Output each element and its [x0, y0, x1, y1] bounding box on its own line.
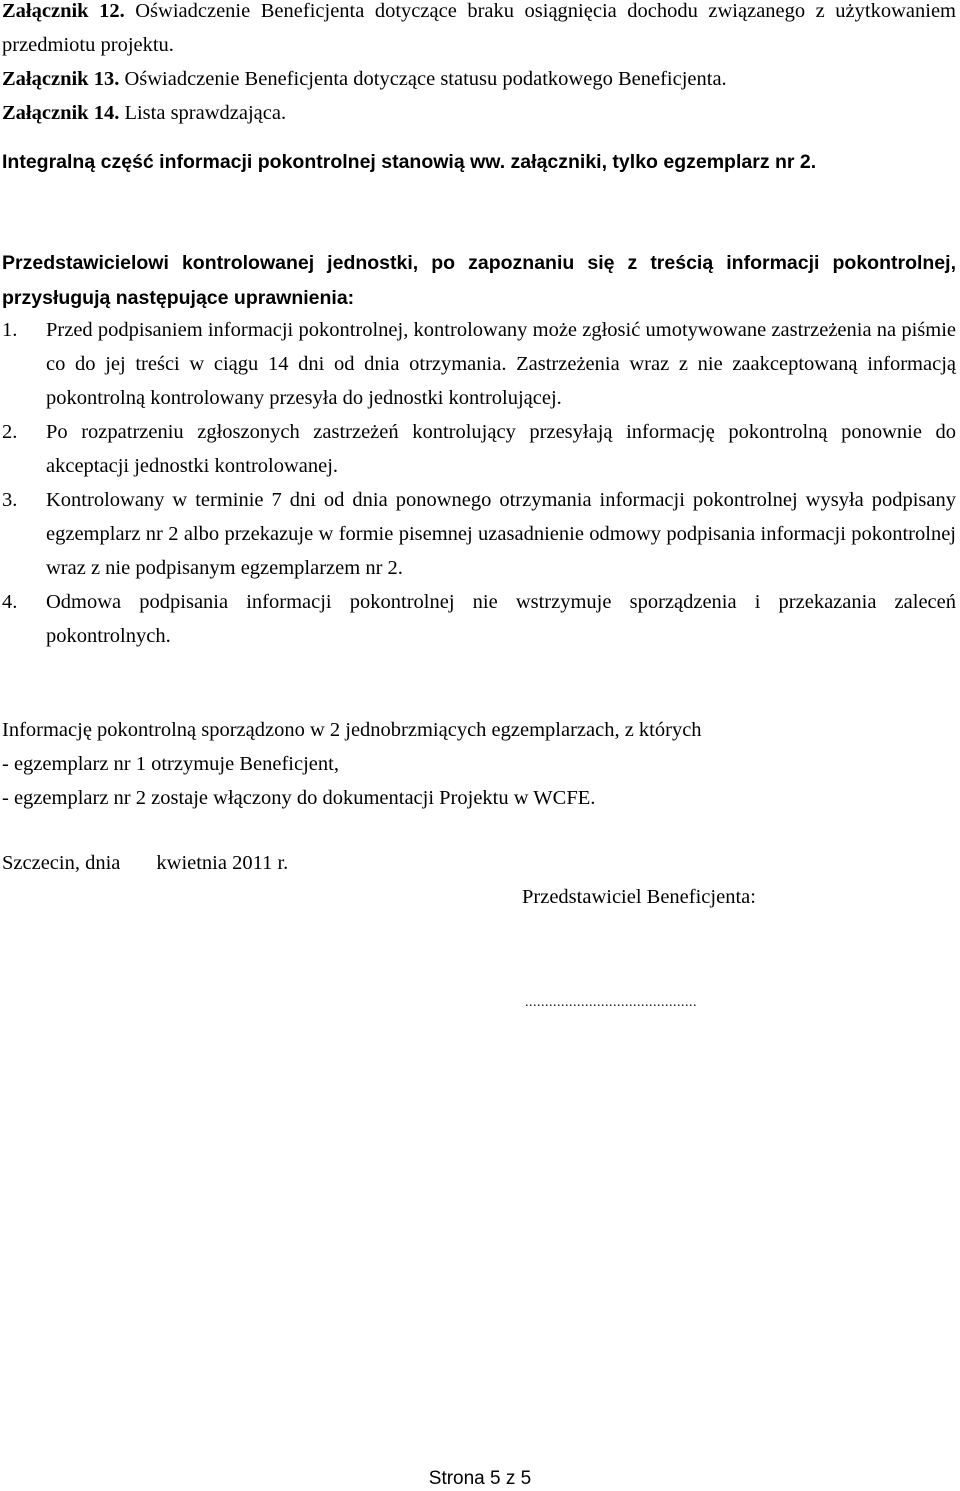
rights-intro: Przedstawicielowi kontrolowanej jednostki, po zapoznaniu się z treścią informacji pokontrolnej, przysługują następujące uprawnienia: — [2, 252, 956, 309]
annex-item-13 — [2, 62, 956, 96]
rights-item-text: Przed podpisaniem informacji pokontrolnej, kontrolowany może zgłosić umotywowane zastrzeżenia na piśmie co do jej treści w ciągu 14 dni od dnia otrzymania. Zastrzeżenia wraz z nie zaakceptowaną informacją pokontrolną kontrolowany przesyła do jednostki kontrolującej. — [46, 319, 956, 409]
annex-text: Oświadczenie Beneficjenta dotyczące statusu podatkowego Beneficjenta. — [124, 68, 727, 90]
copies-intro: Informację pokontrolną sporządzono w 2 jednobrzmiących egzemplarzach, z których — [2, 719, 702, 741]
rights-item — [2, 483, 956, 585]
place-date: kwietnia 2011 r. — [156, 852, 289, 874]
rights-item-number: 4. — [2, 591, 18, 613]
annex-text: Oświadczenie Beneficjenta dotyczące braku osiągnięcia dochodu związanego z użytkowaniem przedmiotu projektu. — [2, 0, 956, 56]
integral-note: Integralną część informacji pokontrolnej stanowią ww. załączniki, tylko egzemplarz nr 2. — [2, 151, 817, 173]
signature-line: ........................................... — [525, 995, 697, 1010]
annex-list — [2, 0, 956, 130]
rights-item-text: Odmowa podpisania informacji pokontrolnej nie wstrzymuje sporządzenia i przekazania zaleceń pokontrolnych. — [46, 591, 956, 647]
rights-item — [2, 415, 956, 483]
copies-item: - egzemplarz nr 2 zostaje włączony do dokumentacji Projektu w WCFE. — [2, 787, 596, 809]
signature-label: Przedstawiciel Beneficjenta: — [522, 886, 756, 908]
rights-item-text: Po rozpatrzeniu zgłoszonych zastrzeżeń kontrolujący przesyłają informację pokontrolną ponownie do akceptacji jednostki kontrolowanej. — [46, 421, 956, 477]
copies-section — [2, 713, 956, 815]
rights-list — [2, 313, 956, 653]
annex-prefix: Załącznik 14. — [2, 102, 120, 124]
place-city: Szczecin, dnia — [2, 852, 121, 874]
annex-prefix: Załącznik 12. — [2, 0, 125, 22]
rights-item-text: Kontrolowany w terminie 7 dni od dnia ponownego otrzymania informacji pokontrolnej wysyła podpisany egzemplarz nr 2 albo przekazuje w formie pisemnej uzasadnienie odmowy podpisania informacji pokontrolnej wraz z nie podpisanym egzemplarzem nr 2. — [46, 489, 956, 579]
place-and-date — [2, 846, 288, 880]
annex-text: Lista sprawdzająca. — [124, 102, 287, 124]
rights-item — [2, 313, 956, 415]
annex-item-12 — [2, 0, 956, 62]
rights-item-number: 2. — [2, 421, 18, 443]
annex-prefix: Załącznik 13. — [2, 68, 120, 90]
rights-item-number: 1. — [2, 319, 18, 341]
rights-item — [2, 585, 956, 653]
rights-item-number: 3. — [2, 489, 18, 511]
copies-item: - egzemplarz nr 1 otrzymuje Beneficjent, — [2, 753, 339, 775]
page-number: Strona 5 z 5 — [428, 1468, 532, 1489]
annex-item-14 — [2, 96, 956, 130]
